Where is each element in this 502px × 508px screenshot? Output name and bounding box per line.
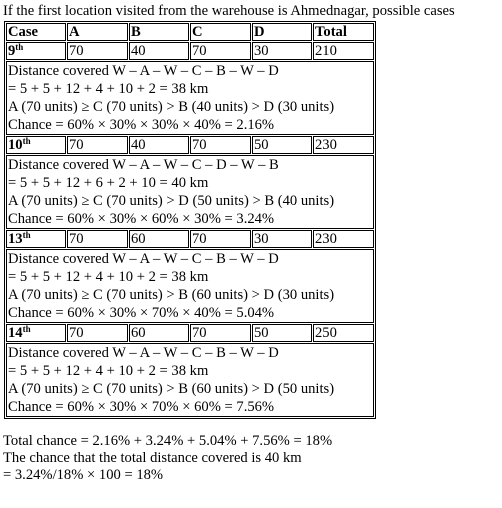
- case-row: [6, 42, 374, 60]
- case-row: [6, 230, 374, 248]
- header-c: C: [190, 23, 251, 41]
- distance-route: Distance covered W – A – W – C – B – W – D: [8, 63, 279, 79]
- distance-sum: = 5 + 5 + 12 + 4 + 10 + 2 = 38 km: [8, 269, 209, 285]
- distance-route: Distance covered W – A – W – C – B – W – D: [8, 251, 279, 267]
- total-chance: Total chance = 2.16% + 3.24% + 5.04% + 7.56% = 18%: [3, 433, 333, 449]
- distance-sum: = 5 + 5 + 12 + 4 + 10 + 2 = 38 km: [8, 363, 209, 379]
- conclusion-text: The chance that the total distance covered is 40 km: [3, 450, 302, 466]
- chance-calc: Chance = 60% × 30% × 70% × 60% = 7.56%: [8, 399, 275, 415]
- case-row: [6, 324, 374, 342]
- distance-route: Distance covered W – A – W – C – D – W – B: [8, 157, 279, 173]
- value-a: 70: [67, 324, 128, 342]
- case-number: 14th: [6, 324, 66, 342]
- header-a: A: [67, 23, 128, 41]
- case-detail: [6, 155, 374, 229]
- value-c: 70: [190, 230, 251, 248]
- chance-calc: Chance = 60% × 30% × 70% × 40% = 5.04%: [8, 305, 275, 321]
- value-total: 230: [313, 230, 374, 248]
- value-d: 30: [252, 42, 312, 60]
- header-total: Total: [313, 23, 374, 41]
- case-number: 13th: [6, 230, 66, 248]
- cases-table: [4, 21, 376, 419]
- value-total: 210: [313, 42, 374, 60]
- value-c: 70: [190, 136, 251, 154]
- chance-calc: Chance = 60% × 30% × 60% × 30% = 3.24%: [8, 211, 275, 227]
- value-a: 70: [67, 136, 128, 154]
- case-detail-row: [6, 343, 374, 417]
- table-header-row: [6, 23, 374, 41]
- unit-ordering: A (70 units) ≥ C (70 units) > B (60 units) > D (50 units): [8, 381, 335, 397]
- value-d: 50: [252, 324, 312, 342]
- value-a: 70: [67, 42, 128, 60]
- value-b: 60: [129, 230, 189, 248]
- value-total: 250: [313, 324, 374, 342]
- case-row: [6, 136, 374, 154]
- summary: [3, 433, 498, 484]
- header-case: Case: [6, 23, 66, 41]
- case-detail: [6, 61, 374, 135]
- case-detail-row: [6, 155, 374, 229]
- unit-ordering: A (70 units) ≥ C (70 units) > B (40 units) > D (30 units): [8, 99, 335, 115]
- case-number: 9th: [6, 42, 66, 60]
- distance-route: Distance covered W – A – W – C – B – W – D: [8, 345, 279, 361]
- case-detail-row: [6, 61, 374, 135]
- value-total: 230: [313, 136, 374, 154]
- header-b: B: [129, 23, 189, 41]
- value-c: 70: [190, 42, 251, 60]
- case-detail-row: [6, 249, 374, 323]
- case-detail: [6, 343, 374, 417]
- intro-text: If the first location visited from the warehouse is Ahmednagar, possible cases: [3, 3, 455, 19]
- value-b: 40: [129, 136, 189, 154]
- value-b: 40: [129, 42, 189, 60]
- chance-calc: Chance = 60% × 30% × 30% × 40% = 2.16%: [8, 117, 275, 133]
- distance-sum: = 5 + 5 + 12 + 4 + 10 + 2 = 38 km: [8, 81, 209, 97]
- distance-sum: = 5 + 5 + 12 + 6 + 2 + 10 = 40 km: [8, 175, 209, 191]
- value-a: 70: [67, 230, 128, 248]
- value-b: 60: [129, 324, 189, 342]
- case-number: 10th: [6, 136, 66, 154]
- value-c: 70: [190, 324, 251, 342]
- unit-ordering: A (70 units) ≥ C (70 units) > B (60 units) > D (30 units): [8, 287, 335, 303]
- value-d: 30: [252, 230, 312, 248]
- header-d: D: [252, 23, 312, 41]
- case-detail: [6, 249, 374, 323]
- value-d: 50: [252, 136, 312, 154]
- unit-ordering: A (70 units) ≥ C (70 units) > D (50 units) > B (40 units): [8, 193, 335, 209]
- conclusion-result: = 3.24%/18% × 100 = 18%: [3, 467, 164, 483]
